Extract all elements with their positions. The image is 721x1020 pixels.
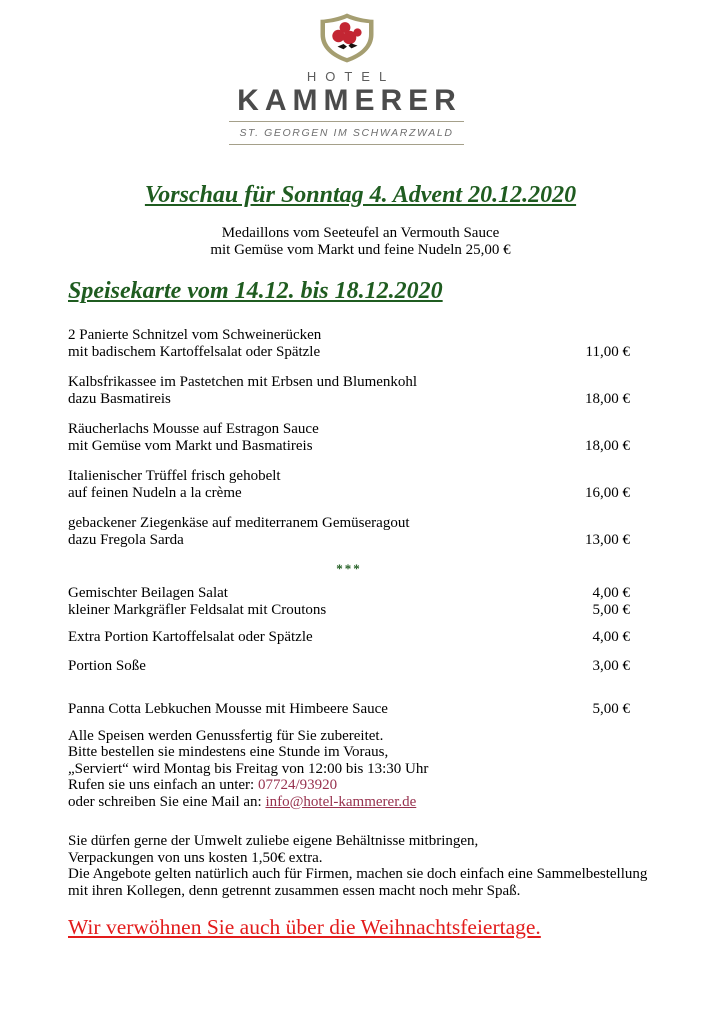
email-link[interactable]: info@hotel-kammerer.de [265,793,417,810]
menu-item-line: dazu Fregola Sarda [68,531,184,548]
bollenhut-shield-icon [318,13,376,63]
menu-item-line: Italienischer Trüffel frisch gehobelt [68,468,281,484]
menu-item-line: 2 Panierte Schnitzel vom Schweinerücken [68,327,322,343]
salad-item-line: kleiner Markgräfler Feldsalat mit Croutons [68,601,327,618]
extra-item [68,658,630,675]
menu-item [68,327,630,360]
phone-label: Rufen sie uns einfach an unter: [68,777,258,793]
ordering-info-line: Bitte bestellen sie mindestens eine Stunde im Voraus, [68,744,389,760]
salad-item [68,585,630,602]
phone-line [68,777,695,794]
extra-item-price: 3,00 € [592,657,630,674]
extra-item-price: 4,00 € [592,629,630,645]
extra-item-line: Extra Portion Kartoffelsalat oder Spätzle [68,629,313,645]
menu-item [68,421,630,454]
notes-line: mit ihren Kollegen, denn getrennt zusammen essen macht noch mehr Spaß. [68,882,521,899]
notes-line: Die Angebote gelten natürlich auch für Firmen, machen sie doch einfach eine Sammelbestellung [68,866,648,882]
menu-item-line: dazu Basmatireis [68,390,171,407]
menu-item [68,468,630,501]
menu-item-line: mit Gemüse vom Markt und Basmatireis [68,437,313,454]
menu-item [68,374,630,407]
mail-line [68,794,695,811]
preview-special-line: mit Gemüse vom Markt und feine Nudeln 25,00 € [210,241,511,258]
ordering-info-line: Alle Speisen werden Genussfertig für Sie zubereitet. [68,727,384,744]
logo-hotel-name: KAMMERER [237,84,462,117]
salad-item [68,602,630,619]
hotel-logo [0,13,707,145]
notes [68,833,695,899]
section-separator: *** [336,561,362,576]
logo-hotel-word: HOTEL [306,69,396,84]
mail-label: oder schreiben Sie eine Mail an: [68,793,266,810]
preview-heading: Vorschau für Sonntag 4. Advent 20.12.2020 [144,182,577,208]
menu-item-line: Räucherlachs Mousse auf Estragon Sauce [68,421,319,437]
dessert-item-price: 5,00 € [592,701,630,717]
menu-item [68,515,630,548]
dessert-item [68,701,630,718]
logo-subtitle: ST. GEORGEN IM SCHWARZWALD [229,121,463,145]
menu-item-price: 16,00 € [585,484,630,501]
extra-item-line: Portion Soße [68,657,146,674]
menu-item-line: auf feinen Nudeln a la crème [68,484,242,501]
salad-item-line: Gemischter Beilagen Salat [68,585,228,601]
ordering-info [68,728,695,811]
menu-item-price: 11,00 € [585,343,630,360]
holiday-heading: Wir verwöhnen Sie auch über die Weihnachtsfeiertage. [68,915,541,939]
notes-line: Sie dürfen gerne der Umwelt zuliebe eigene Behältnisse mitbringen, [68,833,479,849]
menu-item-price: 18,00 € [585,437,630,454]
menu-item-line: mit badischem Kartoffelsalat oder Spätzle [68,343,321,360]
salad-item-price: 4,00 € [592,585,630,601]
phone-number: 07724/93920 [257,777,338,793]
menu-item-line: Kalbsfrikassee im Pastetchen mit Erbsen und Blumenkohl [68,374,418,390]
menu-heading: Speisekarte vom 14.12. bis 18.12.2020 [68,278,443,304]
extra-item [68,629,630,646]
menu-item-price: 18,00 € [585,390,630,407]
ordering-info-line: „Serviert“ wird Montag bis Freitag von 12:00 bis 13:30 Uhr [68,760,429,777]
preview-special [0,225,721,258]
menu-list [68,327,630,718]
notes-line: Verpackungen von uns kosten 1,50€ extra. [68,849,323,866]
menu-item-price: 13,00 € [585,531,630,548]
menu-item-line: gebackener Ziegenkäse auf mediterranem Gemüseragout [68,515,410,531]
dessert-item-line: Panna Cotta Lebkuchen Mousse mit Himbeere Sauce [68,701,388,717]
salad-item-price: 5,00 € [592,601,630,618]
preview-special-line: Medaillons vom Seeteufel an Vermouth Sauce [221,225,500,241]
